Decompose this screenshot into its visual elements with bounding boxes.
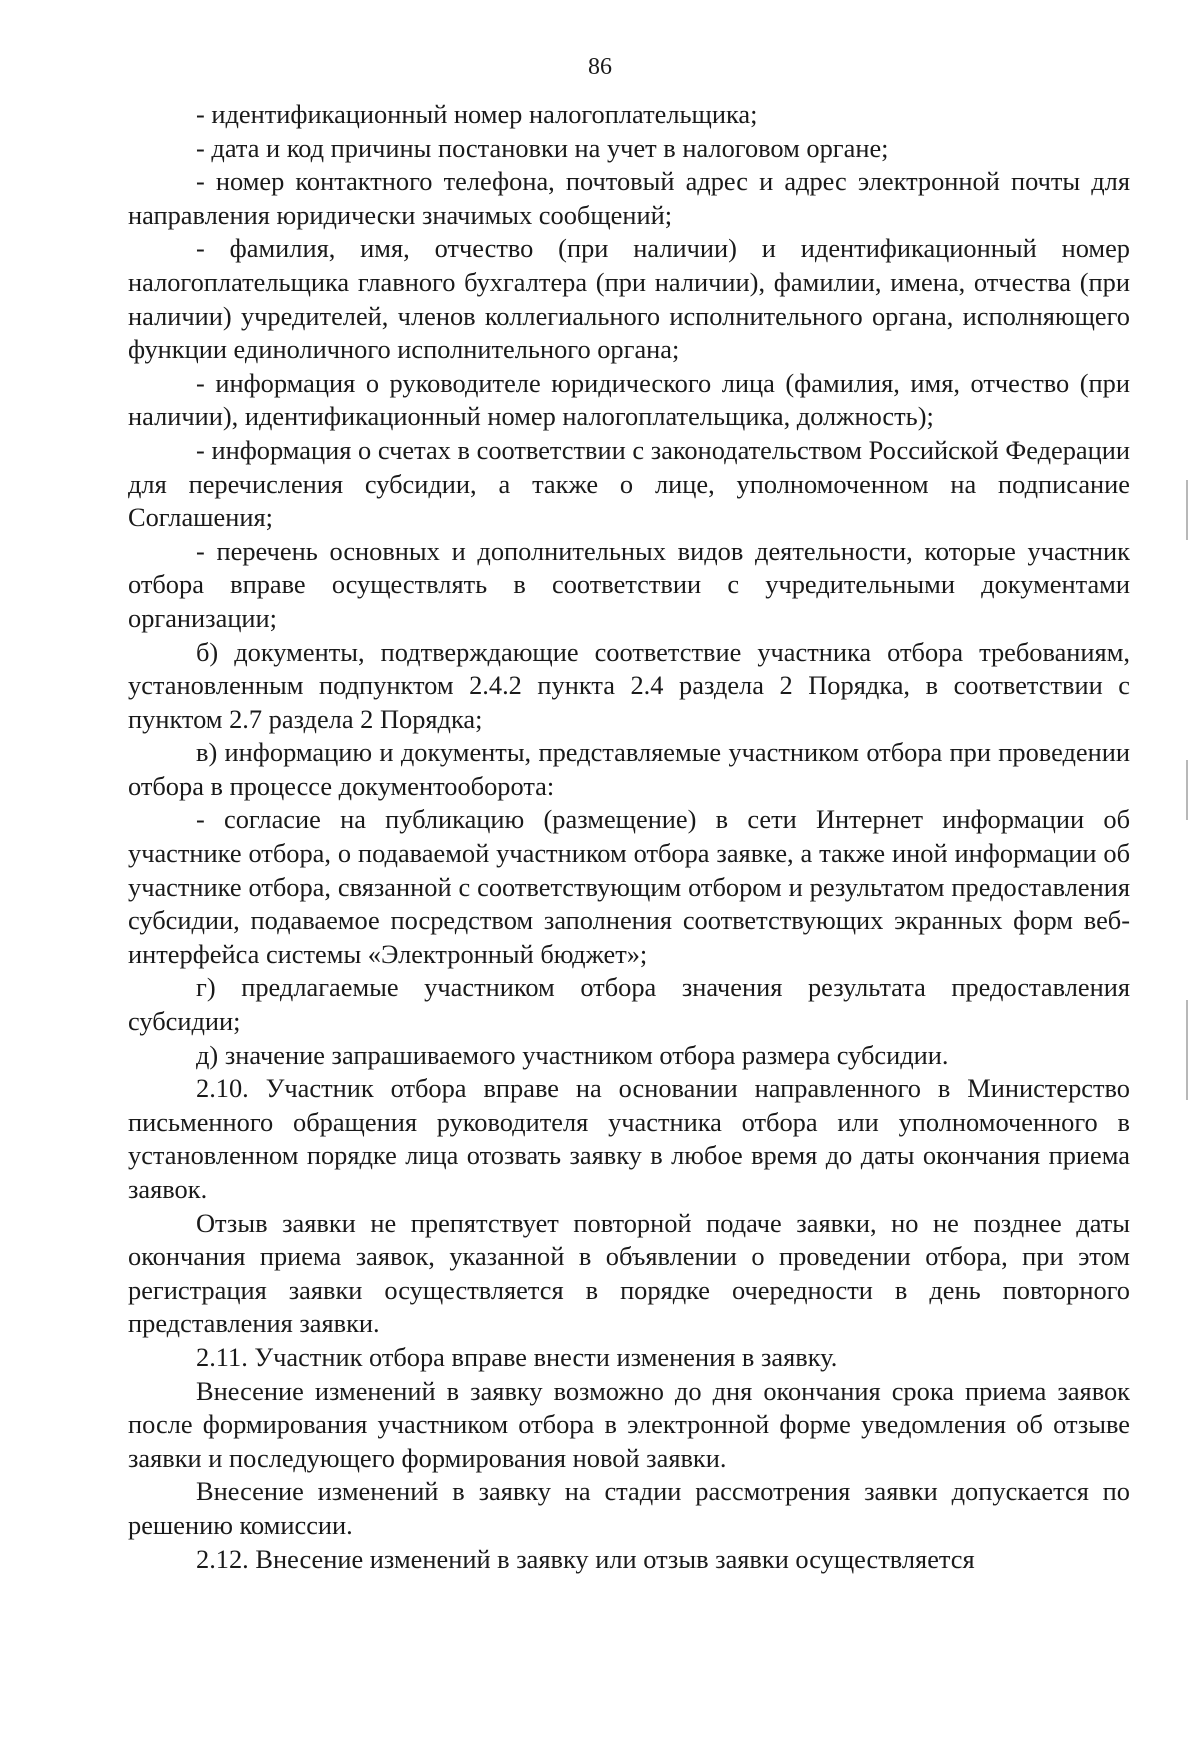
paragraph-item-v: в) информацию и документы, представляемые участником отбора при проведении отбора в процессе документооборота: [128,737,1130,801]
scan-edge-mark [1186,1000,1188,1100]
paragraph-contacts: - номер контактного телефона, почтовый адрес и адрес электронной почты для направления юридически значимых сообщений; [128,166,1130,230]
paragraph-2-10: 2.10. Участник отбора вправе на основании направленного в Министерство письменного обращения руководителя участника отбора или уполномоченного в установленном порядке лица отозвать заявку в любое время до даты окончания приема заявок. [128,1073,1130,1204]
paragraph-2-12: 2.12. Внесение изменений в заявку или отзыв заявки осуществляется [196,1543,975,1574]
paragraph-consent: - согласие на публикацию (размещение) в сети Интернет информации об участнике отбора, о подаваемой участником отбора заявке, а также иной информации об участнике отбора, связанной с соответствующим отбором и результатом предоставления субсидии, подаваемое посредством заполнения соответствующих экранных форм веб-интерфейса системы «Электронный бюджет»; [128,804,1130,969]
paragraph-accounts: - информация о счетах в соответствии с законодательством Российской Федерации для перечисления субсидии, а также о лице, уполномоченном на подписание Соглашения; [128,434,1130,533]
paragraph-item-g: г) предлагаемые участником отбора значения результата предоставления субсидии; [128,972,1130,1037]
paragraph-withdrawal: Отзыв заявки не препятствует повторной подаче заявки, но не позднее даты окончания приема заявок, указанной в объявлении о проведении отбора, при этом регистрация заявки осуществляется в порядке очередности в день повторного представления заявки. [128,1207,1130,1339]
page-number: 86 [588,54,612,80]
scan-edge-mark [1186,760,1188,820]
document-body [128,98,1130,1576]
paragraph-changes-deadline: Внесение изменений в заявку возможно до дня окончания срока приема заявок после формирования участником отбора в электронной форме уведомления об отзыве заявки и последующего формирования новой заявки. [128,1375,1130,1473]
scan-edge-mark [1186,480,1188,540]
paragraph-changes-commission: Внесение изменений в заявку на стадии рассмотрения заявки допускается по решению комиссии. [128,1476,1130,1540]
paragraph-activities: - перечень основных и дополнительных видов деятельности, которые участник отбора вправе осуществлять в соответствии с учредительными документами организации; [128,535,1130,633]
paragraph-item-d: д) значение запрашиваемого участником отбора размера субсидии. [196,1039,949,1070]
paragraph-2-11: 2.11. Участник отбора вправе внести изменения в заявку. [196,1341,838,1372]
paragraph-head-info: - информация о руководителе юридического лица (фамилия, имя, отчество (при наличии), идентификационный номер налогоплательщика, должность); [128,367,1130,432]
paragraph-item-b: б) документы, подтверждающие соответствие участника отбора требованиям, установленным подпунктом 2.4.2 пункта 2.4 раздела 2 Порядка, в соответствии с пунктом 2.7 раздела 2 Порядка; [128,636,1130,734]
paragraph-inn: - идентификационный номер налогоплательщика; [196,99,758,129]
paragraph-kpp: - дата и код причины постановки на учет в налоговом органе; [196,132,889,163]
paragraph-accountant-founders: - фамилия, имя, отчество (при наличии) и идентификационный номер налогоплательщика главного бухгалтера (при наличии), фамилии, имена, отчества (при наличии) учредителей, членов коллегиального исполнительного органа, исполняющего функции единоличного исполнительного органа; [128,233,1130,365]
